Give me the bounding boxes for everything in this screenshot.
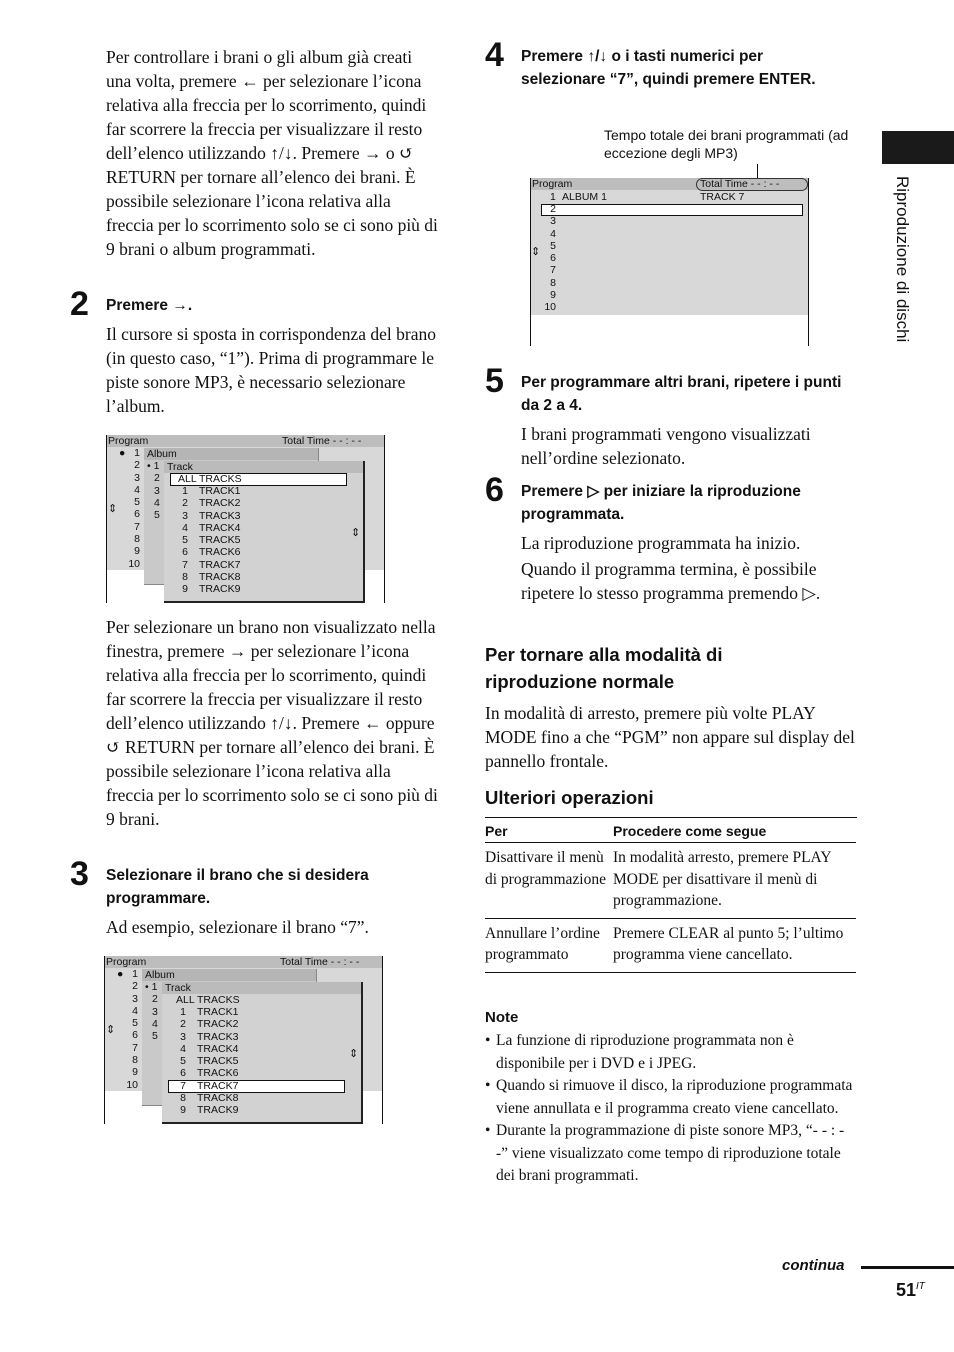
- screen-total-time: Total Time - - : - -: [282, 435, 362, 447]
- screen-program-label: Program: [108, 435, 149, 447]
- ops-col-header-procedere: Procedere come segue: [613, 819, 856, 843]
- normal-mode-body: In modalità di arresto, premere più volte PLAY MODE fino a che “PGM” non appare sul display del pannello frontale.: [485, 703, 855, 771]
- operations-table: [485, 819, 856, 973]
- program-numbers: 2 3 4 5 6 7 8 9 10: [544, 203, 556, 314]
- screen-caption: Tempo totale dei brani programmati (ad eccezione degli MP3): [604, 127, 849, 161]
- step-4-heading: Premere ↑/↓ o i tasti numerici per selezionare “7”, quindi premere ENTER.: [521, 48, 816, 88]
- program-row-1-album: ALBUM 1: [562, 191, 607, 203]
- screen-program-label: Program: [532, 178, 573, 190]
- ops-heading: Ulteriori operazioni: [485, 787, 654, 808]
- step-2-heading: Premere →.: [106, 297, 193, 314]
- all-tracks-item[interactable]: ALL TRACKS: [176, 994, 240, 1006]
- track-names: TRACK1 TRACK2 TRACK3 TRACK4 TRACK5 TRACK6 TRACK7 TRACK8 TRACK9: [197, 1006, 239, 1117]
- mid-paragraph: Per selezionare un brano non visualizzato nella finestra, premere → per selezionare l’icona relativa alla freccia per lo scorrimento, quindi far scorrere la freccia per visualizzare il resto dell’elenco utilizzando ↑/↓. Premere ← oppure ↺ RETURN per tornare all’elenco dei brani. È possibile selezionare l’icona relativa alla freccia per lo scorrimento solo se ci sono più di 9 brani.: [106, 617, 438, 829]
- screen-total-time: Total Time - - : - -: [280, 956, 360, 968]
- selected-dot-icon: ●: [117, 968, 124, 980]
- continua-rule: [861, 1266, 954, 1269]
- note-text: Durante la programmazione di piste sonore MP3, “- - : - -” viene visualizzato come tempo di riproduzione totale dei brani programmati.: [496, 1122, 845, 1184]
- album-list: • 1 2 3 4 5: [145, 981, 158, 1043]
- track-numbers: 1 2 3 4 5 6 7 8 9: [182, 485, 188, 596]
- ops-cell: Premere CLEAR al punto 5; l’ultimo programma viene cancellato.: [613, 918, 856, 972]
- album-list: • 1 2 3 4 5: [147, 460, 160, 522]
- section-title: Riproduzione di dischi: [893, 176, 912, 343]
- page-number: $51^{IT}$: [896, 1280, 925, 1300]
- step-number-4: 4: [485, 36, 504, 74]
- step-3-body: Ad esempio, selezionare il brano “7”.: [106, 917, 369, 937]
- list-item: • La funzione di riproduzione programmata non è disponibile per i DVD e i JPEG.: [485, 1032, 794, 1072]
- program-screen-result: [530, 178, 809, 346]
- notes-list: [485, 1030, 857, 1188]
- step-6-body-2: Quando il programma termina, è possibile ripetere lo stesso programma premendo ▷.: [521, 559, 821, 603]
- ops-cell: Annullare l’ordine programmato: [485, 918, 613, 972]
- screen-total-time: Total Time - - : - -: [700, 178, 780, 190]
- step-5-heading: Per programmare altri brani, ripetere i punti da 2 a 4.: [521, 374, 842, 414]
- table-row: [485, 918, 856, 972]
- program-row-1-track: TRACK 7: [700, 191, 745, 203]
- program-numbers: 1 2 3 4 5 6 7 8 9 10: [126, 968, 138, 1091]
- program-screen-track7: [104, 956, 383, 1124]
- scroll-arrow-icon[interactable]: ⇕: [531, 246, 541, 258]
- continua-label: continua: [782, 1257, 845, 1274]
- track-names: TRACK1 TRACK2 TRACK3 TRACK4 TRACK5 TRACK6 TRACK7 TRACK8 TRACK9: [199, 485, 241, 596]
- step-5-body: I brani programmati vengono visualizzati nell’ordine selezionato.: [521, 424, 811, 468]
- ops-cell: Disattivare il menù di programmazione: [485, 843, 613, 919]
- track-label: Track: [165, 982, 191, 994]
- note-heading: Note: [485, 1009, 519, 1026]
- ops-col-header-per: Per: [485, 819, 613, 843]
- track7-highlight[interactable]: [168, 1080, 345, 1093]
- program-numbers: 1 2 3 4 5 6 7 8 9 10: [128, 447, 140, 570]
- step-6-body-1: La riproduzione programmata ha inizio.: [521, 533, 801, 553]
- track-label: Track: [167, 461, 193, 473]
- step-number-5: 5: [485, 362, 504, 400]
- list-item: • Quando si rimuove il disco, la riproduzione programmata viene annullata e il programma creato viene cancellato.: [485, 1077, 853, 1117]
- table-row: [485, 843, 856, 919]
- step-6-heading: Premere ▷ per iniziare la riproduzione programmata.: [521, 483, 801, 523]
- step-3-heading: Selezionare il brano che si desidera programmare.: [106, 867, 369, 907]
- scroll-arrow-icon[interactable]: ⇕: [108, 503, 118, 515]
- scroll-arrow-icon[interactable]: ⇕: [106, 1024, 116, 1036]
- program-screen-album: [106, 435, 385, 603]
- screen-program-label: Program: [106, 956, 147, 968]
- list-item: • Durante la programmazione di piste sonore MP3, “- - : - -” viene visualizzato come tempo di riproduzione totale dei brani programmati.: [485, 1122, 845, 1184]
- ops-cell: In modalità arresto, premere PLAY MODE per disattivare il menù di programmazione.: [613, 843, 856, 919]
- step-number-3: 3: [70, 855, 89, 893]
- all-tracks-item[interactable]: ALL TRACKS: [178, 473, 242, 485]
- step-number-2: 2: [70, 285, 89, 323]
- note-text: Quando si rimuove il disco, la riproduzione programmata viene annullata e il programma creato viene cancellato.: [496, 1077, 853, 1117]
- program-row-2-highlight[interactable]: [541, 204, 803, 216]
- track-numbers: 1 2 3 4 5 6 7 8 9: [180, 1006, 186, 1117]
- program-row-1-number: 1: [550, 191, 556, 203]
- ops-table-top-rule: [485, 817, 857, 818]
- album-label: Album: [147, 448, 177, 460]
- step-2-body: Il cursore si sposta in corrispondenza del brano (in questo caso, “1”). Prima di programmare le piste sonore MP3, è necessario selezionare l’album.: [106, 324, 436, 416]
- scroll-arrow-icon[interactable]: ⇕: [349, 1048, 359, 1060]
- step-number-6: 6: [485, 471, 504, 509]
- intro-paragraph: Per controllare i brani o gli album già creati una volta, premere ← per selezionare l’icona relativa alla freccia per lo scorrimento, quindi far scorrere la freccia per visualizzare il resto dell’elenco utilizzando ↑/↓. Premere → o ↺ RETURN per tornare all’elenco dei brani. È possibile selezionare l’icona relativa alla freccia per lo scorrimento solo se ci sono più di 9 brani o album programmati.: [106, 47, 438, 259]
- album-label: Album: [145, 969, 175, 981]
- note-text: La funzione di riproduzione programmata non è disponibile per i DVD e i JPEG.: [496, 1032, 794, 1072]
- section-tab: [882, 131, 954, 164]
- normal-mode-heading: Per tornare alla modalità di riproduzione normale: [485, 644, 723, 692]
- selected-dot-icon: ●: [119, 447, 126, 459]
- scroll-arrow-icon[interactable]: ⇕: [351, 527, 361, 539]
